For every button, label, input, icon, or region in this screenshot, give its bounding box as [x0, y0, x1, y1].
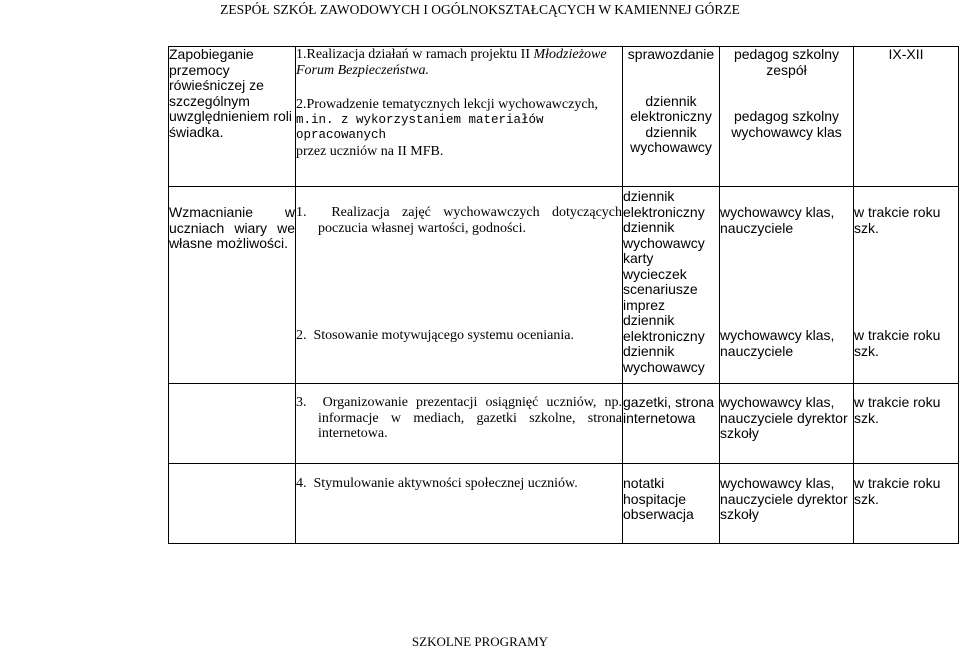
doc-text: sprawozdanie — [627, 46, 715, 62]
task-text: 2.Prowadzenie tematycznych lekcji wychowawczych, — [296, 97, 599, 112]
task-project-name: Młodzieżowe Forum Bezpieczeństwa. — [296, 47, 607, 78]
task-text: Realizacja zajęć wychowawczych dotyczących poczucia własnej wartości, godności. — [318, 205, 622, 236]
page-footer: SZKOLNE PROGRAMY — [411, 634, 549, 649]
task-item — [296, 328, 622, 344]
task-item — [296, 395, 622, 442]
term-cell — [854, 187, 959, 384]
goal-cell — [169, 47, 296, 187]
doc-text: notatki hospitacje obserwacja — [623, 475, 694, 522]
term-cell — [854, 47, 959, 187]
table-row — [169, 464, 959, 544]
responsible-cell — [720, 384, 854, 464]
task-item — [296, 47, 622, 78]
goal-text: Zapobieganie przemocy rówieśniczej ze szczególnym uwzględnieniem roli świadka. — [169, 46, 292, 140]
goal-cell — [169, 464, 296, 544]
documentation-cell — [623, 384, 720, 464]
task-number: 3. — [296, 395, 307, 410]
resp-text: pedagog szkolny zespół — [733, 46, 840, 78]
documentation-cell — [623, 464, 720, 544]
responsible-cell — [720, 47, 854, 187]
resp-text: wychowawcy klas, nauczyciele — [720, 327, 835, 359]
table-row — [169, 47, 959, 187]
term-text: IX-XII — [888, 46, 924, 62]
term-text: w trakcie roku szk. — [854, 327, 941, 359]
task-item — [296, 97, 622, 159]
task-item — [296, 476, 622, 492]
task-text: m.in. z wykorzystaniem materiałów opracowanych — [296, 112, 544, 142]
responsible-cell — [720, 187, 854, 384]
table-row — [169, 384, 959, 464]
term-cell — [854, 464, 959, 544]
responsible-cell — [720, 464, 854, 544]
resp-text: wychowawcy klas, nauczyciele dyrektor szkoły — [720, 475, 848, 522]
task-item — [296, 205, 622, 236]
doc-text: dziennik elektroniczny dziennik wychowawcy karty wycieczek scenariusze imprez — [623, 188, 705, 313]
resp-text: wychowawcy klas, nauczyciele — [720, 204, 835, 236]
plan-table — [168, 46, 959, 544]
table-row — [169, 187, 959, 384]
goal-text: Wzmacnianie w uczniach wiary we własne możliwości. — [169, 204, 295, 251]
documentation-cell — [623, 187, 720, 384]
doc-text: dziennik elektroniczny dziennik wychowawcy — [623, 312, 705, 375]
task-number: 1. — [296, 205, 307, 220]
term-text: w trakcie roku szk. — [854, 475, 941, 507]
task-number: 4. — [296, 476, 307, 491]
goal-cell — [169, 384, 296, 464]
term-text: w trakcie roku szk. — [854, 204, 941, 236]
documentation-cell — [623, 47, 720, 187]
term-cell — [854, 384, 959, 464]
resp-text: wychowawcy klas, nauczyciele dyrektor szkoły — [720, 394, 848, 441]
tasks-cell — [296, 464, 623, 544]
term-text: w trakcie roku szk. — [854, 394, 941, 426]
task-text: 1.Realizacja działań w ramach projektu II — [296, 47, 534, 62]
task-number: 2. — [296, 328, 307, 343]
page-header: ZESPÓŁ SZKÓŁ ZAWODOWYCH I OGÓLNOKSZTAŁCĄCYCH W KAMIENNEJ GÓRZE — [220, 2, 740, 17]
tasks-cell — [296, 47, 623, 187]
resp-text: pedagog szkolny wychowawcy klas — [731, 108, 842, 140]
doc-text: dziennik elektroniczny dziennik wychowawcy — [630, 92, 712, 155]
task-text: Stymulowanie aktywności społecznej uczniów. — [313, 476, 578, 491]
goal-cell — [169, 187, 296, 384]
task-text: Organizowanie prezentacji osiągnięć uczniów, np. informacje w mediach, gazetki szkolne, strona internetowa. — [318, 395, 623, 441]
task-text: Stosowanie motywującego systemu oceniania. — [313, 328, 574, 343]
tasks-cell — [296, 384, 623, 464]
doc-text: gazetki, strona internetowa — [623, 394, 715, 426]
tasks-cell — [296, 187, 623, 384]
task-text: przez uczniów na II MFB. — [296, 143, 444, 159]
